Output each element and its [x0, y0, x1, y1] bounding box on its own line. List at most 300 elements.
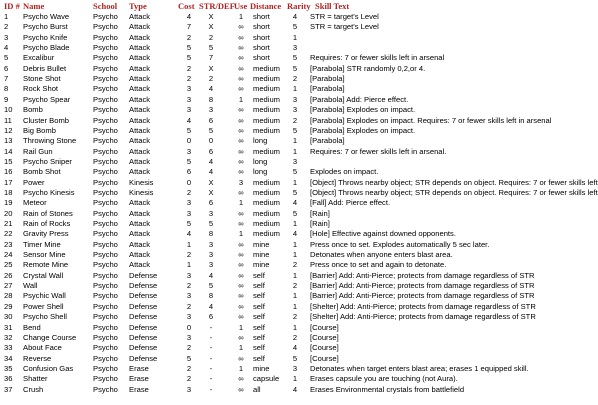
- cell-rarity: 5: [292, 208, 298, 218]
- cell-distance: self: [253, 301, 265, 311]
- cell-name: Psycho Spear: [23, 94, 71, 104]
- cell-name: Rock Shot: [23, 84, 59, 94]
- cell-distance: medium: [253, 63, 281, 73]
- cell-str-def: 4: [208, 167, 214, 177]
- cell-school: Psycho: [93, 270, 118, 280]
- cell-rarity: 3: [292, 43, 298, 53]
- cell-cost: 2: [186, 32, 192, 42]
- cell-school: Psycho: [93, 250, 118, 260]
- cell-skill-text: [Parabola] Explodes on impact. Requires: 7 or fewer skills left in arsenal: [310, 115, 552, 125]
- cell-name: Meteor: [23, 198, 47, 208]
- cell-school: Psycho: [93, 332, 118, 342]
- cell-type: Attack: [129, 146, 151, 156]
- cell-cost: 0: [186, 322, 192, 332]
- cell-use: ∞: [238, 105, 244, 115]
- cell-str-def: 6: [208, 312, 214, 322]
- header-school: School: [93, 1, 118, 11]
- cell-cost: 5: [186, 53, 192, 63]
- cell-cost: 3: [186, 105, 192, 115]
- table-row: [0, 95, 540, 105]
- cell-skill-text: [Course]: [310, 332, 339, 342]
- cell-id: 34: [4, 353, 13, 363]
- cell-name: Psycho Blade: [23, 43, 70, 53]
- cell-id: 37: [4, 384, 13, 394]
- table-row: [0, 33, 540, 43]
- cell-type: Attack: [129, 12, 151, 21]
- table-row: [0, 115, 552, 126]
- cell-type: Defense: [129, 281, 158, 291]
- cell-id: 12: [4, 125, 13, 135]
- cell-use: ∞: [238, 208, 244, 218]
- cell-id: 30: [4, 312, 13, 322]
- cell-id: 28: [4, 291, 13, 301]
- header-rarity: Rarity: [287, 1, 311, 11]
- cell-rarity: 3: [292, 156, 298, 166]
- cell-use: ∞: [238, 146, 244, 156]
- cell-school: Psycho: [93, 301, 118, 311]
- cell-name: Excalibur: [23, 53, 55, 63]
- cell-id: 32: [4, 332, 13, 342]
- cell-cost: 3: [186, 146, 192, 156]
- cell-str-def: 3: [208, 239, 214, 249]
- cell-use: ∞: [238, 167, 244, 177]
- cell-skill-text: [Rain]: [310, 219, 330, 228]
- cell-type: Attack: [129, 74, 151, 84]
- cell-id: 33: [4, 343, 13, 353]
- cell-id: 21: [4, 219, 13, 228]
- cell-str-def: 6: [208, 198, 214, 208]
- table-row: [0, 281, 540, 291]
- cell-use: ∞: [238, 84, 244, 94]
- cell-distance: self: [253, 312, 265, 322]
- cell-use: ∞: [238, 353, 244, 363]
- cell-id: 27: [4, 281, 13, 291]
- header-row: [0, 0, 540, 12]
- cell-name: Crystal Wall: [23, 270, 64, 280]
- cell-id: 7: [4, 74, 9, 84]
- cell-skill-text: [Rain]: [310, 208, 330, 218]
- table-row: [0, 74, 540, 84]
- cell-str-def: 3: [208, 208, 214, 218]
- cell-school: Psycho: [93, 32, 118, 42]
- cell-use: ∞: [238, 332, 244, 342]
- cell-skill-text: STR = target's Level: [310, 12, 379, 21]
- cell-school: Psycho: [93, 374, 118, 384]
- cell-str-def: 2: [208, 32, 214, 42]
- cell-cost: 5: [186, 43, 192, 53]
- cell-cost: 2: [186, 363, 192, 373]
- cell-use: ∞: [238, 53, 244, 63]
- cell-use: ∞: [238, 22, 244, 32]
- cell-cost: 3: [186, 270, 192, 280]
- cell-school: Psycho: [93, 322, 118, 332]
- cell-type: Attack: [129, 208, 151, 218]
- cell-school: Psycho: [93, 260, 118, 270]
- cell-rarity: 4: [292, 384, 298, 394]
- cell-rarity: 1: [292, 374, 298, 384]
- cell-id: 2: [4, 22, 9, 32]
- cell-distance: self: [253, 343, 265, 353]
- cell-school: Psycho: [93, 146, 118, 156]
- cell-school: Psycho: [93, 167, 118, 177]
- header-use: Use: [234, 1, 248, 11]
- cell-name: Remote Mine: [23, 260, 69, 270]
- table-row: [0, 177, 598, 188]
- cell-use: 1: [238, 94, 244, 104]
- cell-use: ∞: [238, 374, 244, 384]
- table-row: [0, 250, 540, 260]
- cell-skill-text: [Course]: [310, 322, 339, 332]
- table-row: [0, 312, 540, 322]
- cell-str-def: 3: [208, 250, 214, 260]
- cell-name: Power: [23, 177, 45, 187]
- cell-school: Psycho: [93, 187, 118, 197]
- cell-id: 17: [4, 177, 13, 187]
- cell-distance: medium: [253, 219, 281, 228]
- cell-str-def: 3: [208, 105, 214, 115]
- cell-id: 10: [4, 105, 13, 115]
- cell-name: Bomb Shot: [23, 167, 61, 177]
- cell-school: Psycho: [93, 229, 118, 239]
- cell-rarity: 1: [292, 136, 298, 146]
- cell-cost: 5: [186, 156, 192, 166]
- cell-rarity: 2: [292, 115, 298, 125]
- cell-type: Attack: [129, 63, 151, 73]
- cell-str-def: -: [209, 322, 213, 332]
- table-row: [0, 157, 540, 167]
- table-row: [0, 323, 540, 333]
- cell-skill-text: [Barrier] Add: Anti-Pierce; protects from damage regardless of STR: [310, 270, 535, 280]
- table-row: [0, 385, 540, 395]
- cell-use: ∞: [238, 270, 244, 280]
- header-name: Name: [23, 1, 45, 11]
- cell-distance: medium: [253, 177, 281, 187]
- table-row: [0, 374, 540, 384]
- cell-distance: mine: [253, 363, 270, 373]
- cell-skill-text: [Parabola] Explodes on impact.: [310, 105, 416, 115]
- cell-rarity: 1: [292, 239, 298, 249]
- cell-name: Stone Shot: [23, 74, 61, 84]
- cell-use: ∞: [238, 63, 244, 73]
- cell-str-def: 5: [208, 219, 214, 228]
- table-row: [0, 333, 540, 343]
- cell-type: Erase: [129, 363, 149, 373]
- cell-cost: 5: [186, 219, 192, 228]
- cell-cost: 3: [186, 94, 192, 104]
- header-distance: Distance: [250, 1, 282, 11]
- cell-rarity: 2: [292, 312, 298, 322]
- cell-use: 1: [238, 229, 244, 239]
- cell-distance: short: [253, 53, 270, 63]
- table-row: [0, 64, 540, 74]
- cell-name: Psychic Wall: [23, 291, 66, 301]
- cell-type: Attack: [129, 219, 151, 228]
- cell-rarity: 1: [292, 301, 298, 311]
- table-row: [0, 271, 540, 281]
- cell-use: ∞: [238, 43, 244, 53]
- cell-skill-text: [Object] Throws nearby object; STR depends on object. Requires: 7 or fewer skills left: [310, 177, 598, 187]
- cell-id: 11: [4, 115, 12, 125]
- cell-cost: 2: [186, 374, 192, 384]
- cell-id: 35: [4, 363, 13, 373]
- cell-cost: 2: [186, 187, 192, 197]
- cell-rarity: 1: [292, 219, 298, 228]
- cell-school: Psycho: [93, 239, 118, 249]
- cell-name: Bomb: [23, 105, 43, 115]
- cell-name: Gravity Press: [23, 229, 69, 239]
- cell-name: Throwing Stone: [23, 136, 77, 146]
- cell-rarity: 1: [292, 177, 298, 187]
- cell-rarity: 4: [292, 198, 298, 208]
- cell-str-def: -: [209, 353, 213, 363]
- cell-cost: 2: [186, 74, 192, 84]
- cell-school: Psycho: [93, 384, 118, 394]
- table-row: [0, 167, 540, 177]
- cell-school: Psycho: [93, 115, 118, 125]
- cell-type: Attack: [129, 115, 151, 125]
- cell-rarity: 1: [292, 270, 298, 280]
- table-row: [0, 12, 540, 22]
- cell-rarity: 1: [292, 146, 298, 156]
- table-row: [0, 209, 540, 219]
- cell-use: 1: [238, 343, 244, 353]
- cell-school: Psycho: [93, 125, 118, 135]
- cell-skill-text: Press once to set. Explodes automatically 5 sec later.: [310, 239, 490, 249]
- cell-id: 13: [4, 136, 13, 146]
- cell-distance: medium: [253, 146, 281, 156]
- cell-school: Psycho: [93, 63, 118, 73]
- table-row: [0, 147, 540, 157]
- cell-skill-text: [Barrier] Add: Anti-Pierce; protects from damage regardless of STR: [310, 281, 535, 291]
- cell-name: Power Shell: [23, 301, 64, 311]
- table-row: [0, 302, 540, 312]
- cell-use: ∞: [238, 250, 244, 260]
- cell-id: 36: [4, 374, 13, 384]
- cell-rarity: 5: [292, 167, 298, 177]
- cell-name: Wall: [23, 281, 38, 291]
- cell-type: Attack: [129, 156, 151, 166]
- cell-cost: 5: [186, 125, 192, 135]
- cell-skill-text: Explodes on impact.: [310, 167, 379, 177]
- cell-name: Reverse: [23, 353, 52, 363]
- cell-use: ∞: [238, 384, 244, 394]
- cell-id: 4: [4, 43, 9, 53]
- cell-school: Psycho: [93, 208, 118, 218]
- cell-school: Psycho: [93, 363, 118, 373]
- cell-rarity: 2: [292, 332, 298, 342]
- cell-str-def: 8: [208, 229, 214, 239]
- cell-distance: medium: [253, 105, 281, 115]
- cell-str-def: X: [208, 177, 214, 187]
- cell-name: Change Course: [23, 332, 77, 342]
- cell-id: 29: [4, 301, 13, 311]
- table-row: [0, 229, 540, 239]
- cell-distance: self: [253, 322, 265, 332]
- cell-str-def: 4: [208, 156, 214, 166]
- cell-cost: 3: [186, 312, 192, 322]
- cell-school: Psycho: [93, 12, 118, 21]
- cell-name: Psycho Shell: [23, 312, 67, 322]
- cell-type: Defense: [129, 312, 158, 322]
- cell-str-def: 8: [208, 291, 214, 301]
- cell-id: 25: [4, 260, 13, 270]
- cell-skill-text: [Course]: [310, 343, 339, 353]
- cell-str-def: X: [208, 12, 214, 21]
- table-row: [0, 364, 540, 374]
- cell-rarity: 4: [292, 12, 298, 21]
- cell-id: 9: [4, 94, 9, 104]
- table-row: [0, 84, 540, 94]
- cell-type: Attack: [129, 136, 151, 146]
- cell-rarity: 2: [292, 281, 298, 291]
- cell-distance: short: [253, 43, 270, 53]
- cell-cost: 0: [186, 136, 192, 146]
- cell-use: 3: [238, 177, 244, 187]
- cell-school: Psycho: [93, 136, 118, 146]
- cell-distance: medium: [253, 84, 281, 94]
- cell-cost: 5: [186, 353, 192, 363]
- cell-type: Attack: [129, 105, 151, 115]
- cell-type: Attack: [129, 198, 151, 208]
- cell-id: 20: [4, 208, 13, 218]
- cell-name: Rain of Rocks: [23, 219, 71, 228]
- cell-distance: short: [253, 22, 270, 32]
- cell-type: Kinesis: [129, 177, 154, 187]
- cell-distance: mine: [253, 260, 270, 270]
- cell-distance: medium: [253, 94, 281, 104]
- cell-type: Defense: [129, 322, 158, 332]
- cell-distance: medium: [253, 198, 281, 208]
- cell-school: Psycho: [93, 22, 118, 32]
- cell-str-def: 3: [208, 260, 214, 270]
- cell-use: 1: [238, 322, 244, 332]
- cell-type: Defense: [129, 270, 158, 280]
- cell-cost: 3: [186, 291, 192, 301]
- cell-str-def: 4: [208, 270, 214, 280]
- cell-skill-text: Requires: 7 or fewer skills left in arsenal: [310, 53, 445, 63]
- cell-distance: mine: [253, 239, 270, 249]
- header-cost: Cost: [178, 1, 195, 11]
- cell-distance: capsule: [253, 374, 280, 384]
- table-row: [0, 354, 540, 364]
- cell-use: ∞: [238, 74, 244, 84]
- cell-str-def: 6: [208, 146, 214, 156]
- cell-str-def: 6: [208, 115, 214, 125]
- cell-cost: 1: [186, 239, 192, 249]
- cell-use: ∞: [238, 219, 244, 228]
- cell-type: Attack: [129, 125, 151, 135]
- cell-skill-text: [Shelter] Add: Anti-Pierce; protects from damage regardless of STR: [310, 312, 536, 322]
- cell-rarity: 5: [292, 22, 298, 32]
- cell-name: Psycho Kinesis: [23, 187, 75, 197]
- cell-skill-text: [Parabola]: [310, 136, 345, 146]
- cell-type: Attack: [129, 167, 151, 177]
- cell-type: Attack: [129, 32, 151, 42]
- cell-cost: 0: [186, 177, 192, 187]
- cell-rarity: 3: [292, 94, 298, 104]
- cell-id: 3: [4, 32, 9, 42]
- cell-distance: medium: [253, 229, 281, 239]
- cell-type: Defense: [129, 332, 158, 342]
- cell-rarity: 4: [292, 229, 298, 239]
- cell-distance: long: [253, 167, 268, 177]
- table-row: [0, 136, 540, 146]
- cell-str-def: X: [208, 63, 214, 73]
- cell-use: 1: [238, 198, 244, 208]
- cell-id: 5: [4, 53, 9, 63]
- cell-type: Erase: [129, 374, 149, 384]
- cell-school: Psycho: [93, 291, 118, 301]
- cell-rarity: 3: [292, 363, 298, 373]
- cell-school: Psycho: [93, 198, 118, 208]
- cell-use: ∞: [238, 301, 244, 311]
- cell-str-def: 0: [208, 136, 214, 146]
- cell-cost: 2: [186, 250, 192, 260]
- cell-rarity: 1: [292, 84, 298, 94]
- cell-cost: 3: [186, 332, 192, 342]
- table-row: [0, 105, 540, 115]
- cell-skill-text: [Parabola]: [310, 84, 345, 94]
- cell-school: Psycho: [93, 94, 118, 104]
- cell-str-def: X: [208, 22, 214, 32]
- cell-rarity: 1: [292, 250, 298, 260]
- cell-skill-text: [Barrier] Add: Anti-Pierce; protects from damage regardless of STR: [310, 291, 535, 301]
- cell-type: Attack: [129, 53, 151, 63]
- cell-skill-text: [Parabola] STR randomly 0,2,or 4.: [310, 63, 426, 73]
- cell-type: Attack: [129, 84, 151, 94]
- cell-cost: 7: [186, 22, 192, 32]
- cell-cost: 1: [186, 260, 192, 270]
- cell-type: Defense: [129, 353, 158, 363]
- cell-use: ∞: [238, 115, 244, 125]
- cell-school: Psycho: [93, 74, 118, 84]
- cell-type: Attack: [129, 260, 151, 270]
- cell-skill-text: Erases Environmental crystals from battlefield: [310, 384, 465, 394]
- cell-type: Attack: [129, 229, 151, 239]
- cell-use: ∞: [238, 281, 244, 291]
- table-row: [0, 240, 540, 250]
- cell-rarity: 1: [292, 32, 298, 42]
- cell-distance: medium: [253, 74, 281, 84]
- cell-distance: medium: [253, 187, 281, 197]
- header-type: Type: [129, 1, 147, 11]
- cell-cost: 3: [186, 208, 192, 218]
- cell-distance: self: [253, 281, 265, 291]
- cell-rarity: 1: [292, 291, 298, 301]
- cell-str-def: X: [208, 187, 214, 197]
- cell-rarity: 1: [292, 322, 298, 332]
- cell-type: Defense: [129, 291, 158, 301]
- cell-name: Crush: [23, 384, 44, 394]
- cell-id: 6: [4, 63, 9, 73]
- cell-name: Rain of Stones: [23, 208, 73, 218]
- header-skill-text: Skill Text: [315, 1, 350, 11]
- cell-skill-text: [Parabola] Add: Pierce effect.: [310, 94, 409, 104]
- cell-school: Psycho: [93, 105, 118, 115]
- cell-type: Defense: [129, 343, 158, 353]
- cell-skill-text: Detonates when anyone enters blast area.: [310, 250, 453, 260]
- cell-str-def: 8: [208, 94, 214, 104]
- cell-distance: all: [253, 384, 261, 394]
- cell-distance: self: [253, 353, 265, 363]
- cell-skill-text: [Object] Throws nearby object; STR depends on object. Requires: 7 or fewer skills left: [310, 187, 598, 197]
- cell-str-def: 5: [208, 281, 214, 291]
- cell-name: Psycho Burst: [23, 22, 68, 32]
- cell-name: Debris Bullet: [23, 63, 67, 73]
- cell-use: ∞: [238, 312, 244, 322]
- cell-distance: medium: [253, 125, 281, 135]
- cell-distance: short: [253, 32, 270, 42]
